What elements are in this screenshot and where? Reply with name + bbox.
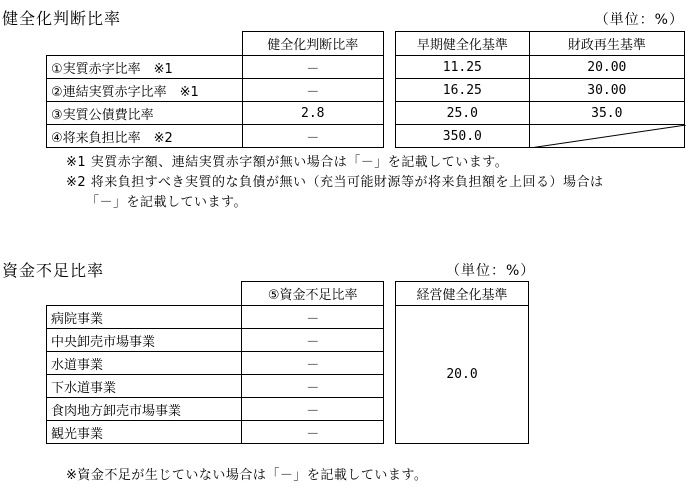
row-value: － — [242, 56, 383, 79]
ratio-table — [46, 31, 384, 148]
ratio-header: 健全化判断比率 — [242, 32, 383, 56]
business-label: 下水道事業 — [47, 375, 242, 398]
fund-shortage-header: ⑤資金不足比率 — [242, 282, 384, 306]
blank-corner — [47, 32, 243, 56]
business-value: － — [242, 329, 384, 352]
row-label: ②連結実質赤字比率 ※1 — [47, 79, 243, 102]
diagonal-empty-cell — [529, 125, 684, 148]
business-label: 中央卸売市場事業 — [47, 329, 242, 352]
business-label: 病院事業 — [47, 306, 242, 329]
business-value: － — [242, 352, 384, 375]
row-value: 2.8 — [242, 102, 383, 125]
criteria-value: 20.00 — [529, 56, 684, 79]
note-fund-shortage: ※資金不足が生じていない場合は「－」を記載しています。 — [66, 468, 428, 483]
row-label: ①実質赤字比率 ※1 — [47, 56, 243, 79]
criteria-value: 30.00 — [529, 79, 684, 102]
criteria-table — [395, 31, 685, 148]
criteria-value: 25.0 — [396, 102, 530, 125]
criteria-value: 16.25 — [396, 79, 530, 102]
note-2-cont: 「－」を記載しています。 — [86, 195, 247, 210]
criteria-value: 11.25 — [396, 56, 530, 79]
note-2: ※2 将来負担すべき実質的な負債が無い（充当可能財源等が将来負担額を上回る）場合は — [66, 175, 604, 190]
section2-title: 資金不足比率 — [2, 261, 105, 280]
section1-title: 健全化判断比率 — [2, 9, 122, 28]
criteria-value: 350.0 — [396, 125, 530, 148]
management-criteria-table — [395, 281, 529, 444]
business-label: 観光事業 — [47, 421, 242, 444]
business-value: － — [242, 375, 384, 398]
row-label: ③実質公債費比率 — [47, 102, 243, 125]
criteria-value: 35.0 — [529, 102, 684, 125]
section1-unit: （単位：%） — [594, 12, 684, 28]
business-label: 食肉地方卸売市場事業 — [47, 398, 242, 421]
row-value: － — [242, 125, 383, 148]
row-label: ④将来負担比率 ※2 — [47, 125, 243, 148]
row-value: － — [242, 79, 383, 102]
management-criteria-header: 経営健全化基準 — [396, 282, 529, 306]
fund-shortage-table — [46, 281, 384, 444]
business-label: 水道事業 — [47, 352, 242, 375]
business-value: － — [242, 306, 384, 329]
blank-corner — [47, 282, 242, 306]
diagonal-line — [530, 125, 686, 148]
management-criteria-value: 20.0 — [396, 306, 529, 444]
note-1: ※1 実質赤字額、連結実質赤字額が無い場合は「－」を記載しています。 — [66, 155, 509, 170]
reconstruction-criteria-header: 財政再生基準 — [529, 32, 684, 56]
business-value: － — [242, 421, 384, 444]
early-criteria-header: 早期健全化基準 — [396, 32, 530, 56]
business-value: － — [242, 398, 384, 421]
section2-unit: （単位：%） — [446, 263, 536, 279]
